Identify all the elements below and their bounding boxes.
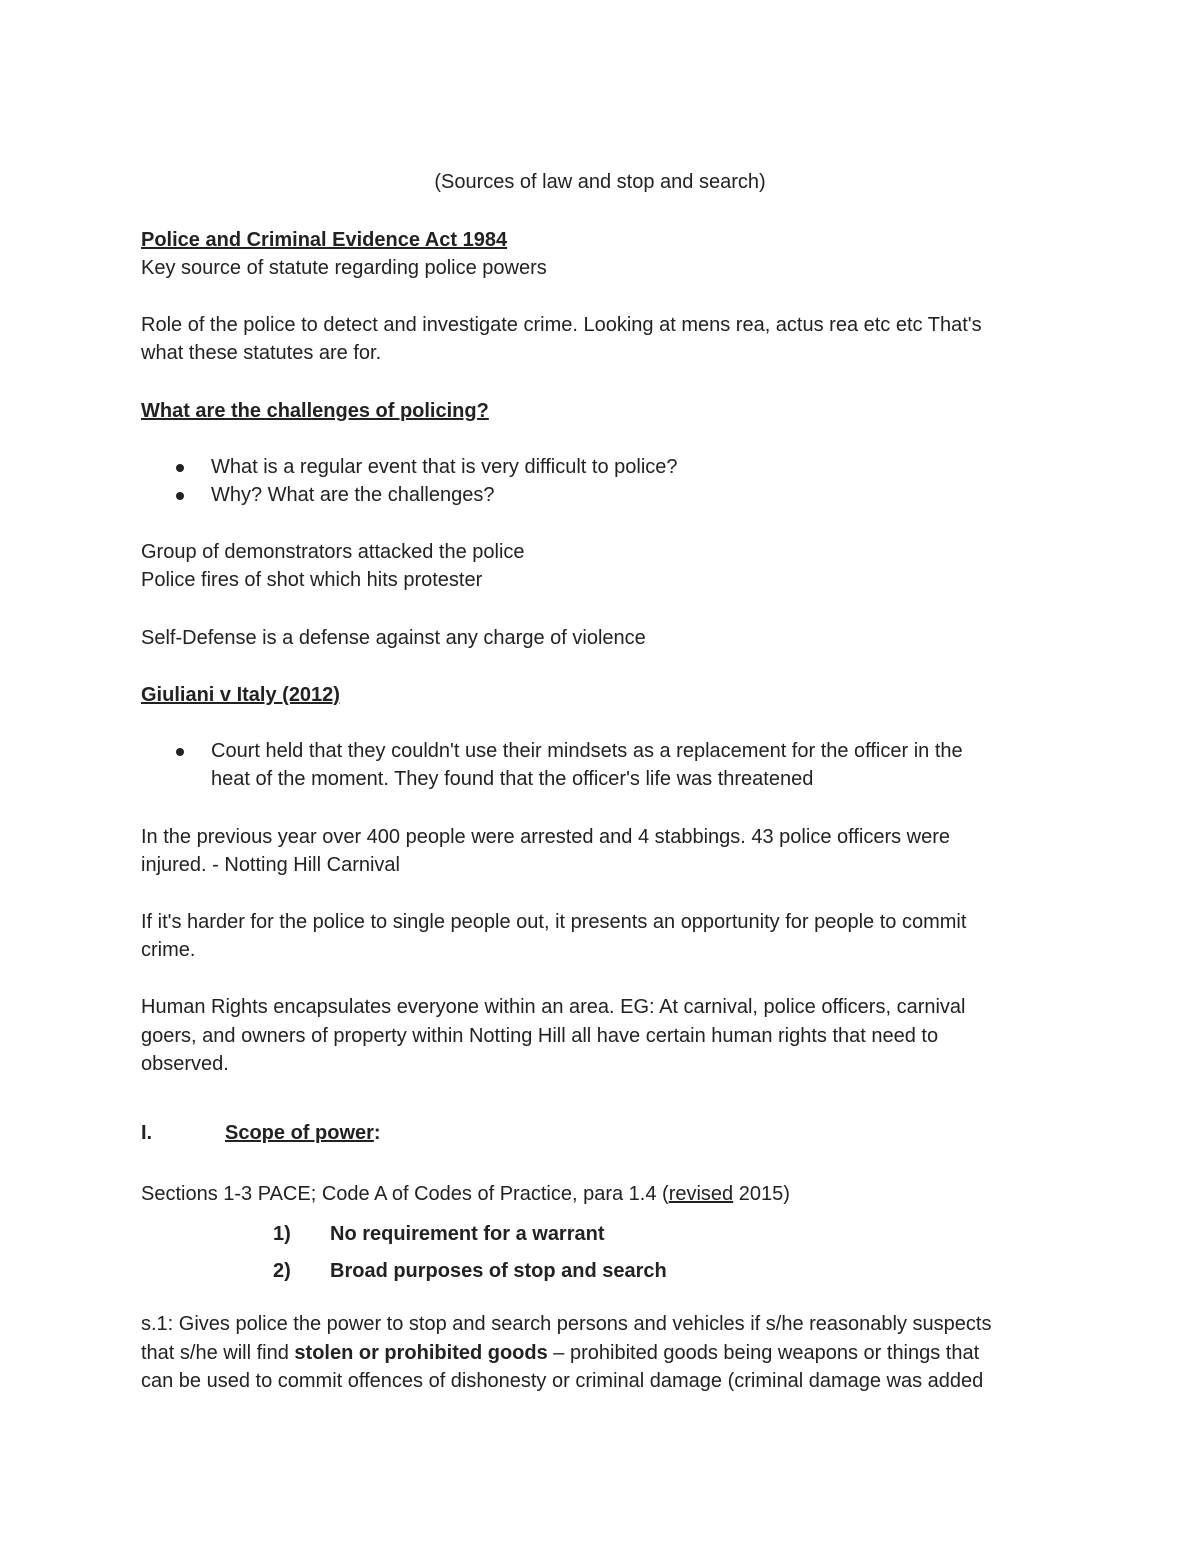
sections-text-pre: Sections 1-3 PACE; Code A of Codes of Practice, para 1.4 ( xyxy=(141,1183,669,1205)
section-title: Scope of power xyxy=(225,1122,374,1144)
paragraph-key-source: Key source of statute regarding police powers xyxy=(141,257,547,279)
numbered-item-1-number: 1) xyxy=(273,1223,291,1245)
heading-challenges: What are the challenges of policing? xyxy=(141,400,489,422)
paragraph-harder-line-1: If it's harder for the police to single people out, it presents an opportunity for people to commit xyxy=(141,911,967,933)
section-colon: : xyxy=(373,1122,381,1144)
bullet-icon xyxy=(176,492,184,500)
case-bullet-line-1: Court held that they couldn't use their mindsets as a replacement for the officer in the xyxy=(211,740,963,762)
challenge-bullet-2: Why? What are the challenges? xyxy=(211,484,495,506)
sections-text-post: 2015) xyxy=(733,1183,790,1205)
bullet-icon xyxy=(176,464,184,472)
numbered-item-1-text: No requirement for a warrant xyxy=(330,1223,605,1245)
document-subtitle: (Sources of law and stop and search) xyxy=(434,171,766,193)
paragraph-role-line-1: Role of the police to detect and investigate crime. Looking at mens rea, actus rea etc etc That's xyxy=(141,314,982,336)
case-bullet-line-2: heat of the moment. They found that the officer's life was threatened xyxy=(211,768,814,790)
paragraph-harder-line-2: crime. xyxy=(141,939,196,961)
s1-text-post: – prohibited goods being weapons or things that xyxy=(547,1342,980,1364)
paragraph-self-defense: Self-Defense is a defense against any charge of violence xyxy=(141,627,646,649)
bullet-icon xyxy=(176,748,184,756)
paragraph-group-line-1: Group of demonstrators attacked the police xyxy=(141,541,525,563)
paragraph-human-line-2: goers, and owners of property within Notting Hill all have certain human rights that need to xyxy=(141,1025,939,1047)
numbered-item-2-text: Broad purposes of stop and search xyxy=(330,1260,667,1282)
heading-pace: Police and Criminal Evidence Act 1984 xyxy=(141,229,508,251)
challenge-bullet-1: What is a regular event that is very difficult to police? xyxy=(211,456,678,478)
paragraph-s1-line-1: s.1: Gives police the power to stop and search persons and vehicles if s/he reasonably suspects xyxy=(141,1313,992,1335)
paragraph-role-line-2: what these statutes are for. xyxy=(141,342,382,364)
paragraph-s1-line-2 xyxy=(141,1339,979,1367)
s1-text-bold: stolen or prohibited goods xyxy=(294,1342,548,1364)
paragraph-human-line-1: Human Rights encapsulates everyone within an area. EG: At carnival, police officers, carnival xyxy=(141,996,966,1018)
paragraph-sections xyxy=(141,1180,790,1208)
numbered-item-2-number: 2) xyxy=(273,1260,291,1282)
section-numeral: I. xyxy=(141,1122,153,1144)
heading-case: Giuliani v Italy (2012) xyxy=(141,684,340,706)
section-heading xyxy=(225,1119,381,1147)
paragraph-human-line-3: observed. xyxy=(141,1053,229,1075)
paragraph-group-line-2: Police fires of shot which hits protester xyxy=(141,569,483,591)
paragraph-previous-line-1: In the previous year over 400 people were arrested and 4 stabbings. 43 police officers were xyxy=(141,826,951,848)
sections-revised-link[interactable]: revised xyxy=(668,1183,734,1205)
s1-text-pre: that s/he will find xyxy=(141,1342,295,1364)
paragraph-previous-line-2: injured. - Notting Hill Carnival xyxy=(141,854,400,876)
paragraph-s1-line-3: can be used to commit offences of dishonesty or criminal damage (criminal damage was added xyxy=(141,1370,984,1392)
